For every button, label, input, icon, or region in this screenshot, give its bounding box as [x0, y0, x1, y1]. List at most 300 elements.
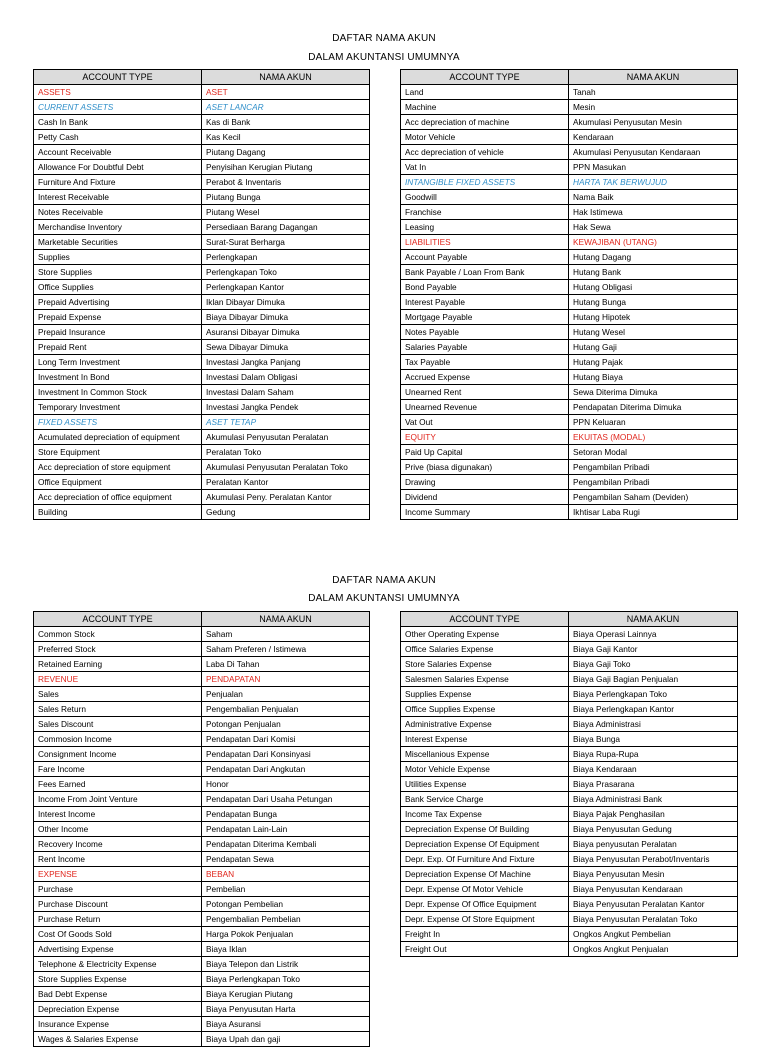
table-row [34, 340, 370, 355]
table-row [34, 505, 370, 520]
table-row [401, 220, 738, 235]
table-row [34, 430, 370, 445]
column-header: ACCOUNT TYPE [34, 612, 202, 627]
account-type-cell: Rent Income [34, 852, 202, 867]
nama-akun-cell: Biaya Penyusutan Peralatan Toko [569, 912, 738, 927]
account-type-cell: Allowance For Doubtful Debt [34, 160, 202, 175]
account-type-cell: Administrative Expense [401, 717, 569, 732]
nama-akun-cell: Iklan Dibayar Dimuka [202, 295, 370, 310]
account-type-cell: REVENUE [34, 672, 202, 687]
table-row [34, 160, 370, 175]
table-row [34, 220, 370, 235]
table-row [401, 822, 738, 837]
account-type-cell: Purchase [34, 882, 202, 897]
nama-akun-cell: Pendapatan Dari Angkutan [202, 762, 370, 777]
table-row [34, 762, 370, 777]
nama-akun-cell: Hutang Obligasi [569, 280, 738, 295]
nama-akun-cell: Pendapatan Diterima Kembali [202, 837, 370, 852]
account-type-cell: FIXED ASSETS [34, 415, 202, 430]
nama-akun-cell: Investasi Dalam Saham [202, 385, 370, 400]
account-type-cell: Investment In Bond [34, 370, 202, 385]
table-row [34, 867, 370, 882]
nama-akun-cell: KEWAJIBAN (UTANG) [569, 235, 738, 250]
nama-akun-cell: Akumulasi Peny. Peralatan Kantor [202, 490, 370, 505]
table-row [34, 355, 370, 370]
table-row [401, 400, 738, 415]
table-row [34, 852, 370, 867]
table-row [401, 505, 738, 520]
table-row [34, 235, 370, 250]
table-row [401, 792, 738, 807]
table-row [34, 987, 370, 1002]
table-row [401, 175, 738, 190]
table-row [401, 882, 738, 897]
nama-akun-cell: Biaya Iklan [202, 942, 370, 957]
nama-akun-cell: Pendapatan Dari Konsinyasi [202, 747, 370, 762]
table-row [34, 837, 370, 852]
account-type-cell: Salesmen Salaries Expense [401, 672, 569, 687]
table-row [34, 415, 370, 430]
account-type-cell: Account Payable [401, 250, 569, 265]
table-row [401, 912, 738, 927]
nama-akun-cell: Hutang Dagang [569, 250, 738, 265]
nama-akun-cell: Penjualan [202, 687, 370, 702]
table-row [34, 687, 370, 702]
nama-akun-cell: Peralatan Kantor [202, 475, 370, 490]
table-row [401, 460, 738, 475]
account-type-cell: LIABILITIES [401, 235, 569, 250]
table-row [34, 1002, 370, 1017]
nama-akun-cell: ASET LANCAR [202, 100, 370, 115]
table-row [34, 205, 370, 220]
nama-akun-cell: Setoran Modal [569, 445, 738, 460]
account-type-cell: Depreciation Expense Of Building [401, 822, 569, 837]
account-type-cell: Tax Payable [401, 355, 569, 370]
table-row [401, 672, 738, 687]
nama-akun-cell: PPN Keluaran [569, 415, 738, 430]
page-title: DAFTAR NAMA AKUN [332, 33, 436, 44]
table-row [401, 852, 738, 867]
nama-akun-cell: Harga Pokok Penjualan [202, 927, 370, 942]
table-row [401, 927, 738, 942]
table-row [401, 415, 738, 430]
table-row [34, 295, 370, 310]
nama-akun-cell: Biaya Kendaraan [569, 762, 738, 777]
nama-akun-cell: Investasi Jangka Pendek [202, 400, 370, 415]
nama-akun-cell: Pengembalian Penjualan [202, 702, 370, 717]
nama-akun-cell: Hutang Gaji [569, 340, 738, 355]
nama-akun-cell: Biaya Penyusutan Peralatan Kantor [569, 897, 738, 912]
nama-akun-cell: Sewa Diterima Dimuka [569, 385, 738, 400]
table-row [401, 642, 738, 657]
table-row [401, 702, 738, 717]
nama-akun-cell: Biaya Penyusutan Gedung [569, 822, 738, 837]
table-row [401, 355, 738, 370]
account-type-cell: Store Salaries Expense [401, 657, 569, 672]
table-row [34, 190, 370, 205]
nama-akun-cell: Pendapatan Diterima Dimuka [569, 400, 738, 415]
account-type-cell: Telephone & Electricity Expense [34, 957, 202, 972]
nama-akun-cell: Piutang Dagang [202, 145, 370, 160]
nama-akun-cell: PPN Masukan [569, 160, 738, 175]
table-row [34, 657, 370, 672]
table-row [34, 777, 370, 792]
account-type-cell: Acc depreciation of office equipment [34, 490, 202, 505]
nama-akun-cell: Hak Sewa [569, 220, 738, 235]
table-row [401, 762, 738, 777]
table-row [401, 475, 738, 490]
account-type-cell: Depreciation Expense Of Equipment [401, 837, 569, 852]
table-row [401, 747, 738, 762]
nama-akun-cell: Honor [202, 777, 370, 792]
nama-akun-cell: Potongan Pembelian [202, 897, 370, 912]
table-row [34, 942, 370, 957]
account-type-cell: Other Operating Expense [401, 627, 569, 642]
nama-akun-cell: Hutang Bunga [569, 295, 738, 310]
table-row [401, 385, 738, 400]
table-row [34, 265, 370, 280]
account-type-cell: Goodwill [401, 190, 569, 205]
account-type-cell: Accrued Expense [401, 370, 569, 385]
nama-akun-cell: Gedung [202, 505, 370, 520]
nama-akun-cell: Saham Preferen / Istimewa [202, 642, 370, 657]
table-row [401, 250, 738, 265]
account-type-cell: Office Salaries Expense [401, 642, 569, 657]
account-type-cell: Store Supplies Expense [34, 972, 202, 987]
column-header: NAMA AKUN [202, 70, 370, 85]
nama-akun-cell: Biaya Rupa-Rupa [569, 747, 738, 762]
table-row [34, 672, 370, 687]
table-row [401, 310, 738, 325]
account-type-cell: Income From Joint Venture [34, 792, 202, 807]
table-row [401, 130, 738, 145]
nama-akun-cell: Kendaraan [569, 130, 738, 145]
account-type-cell: Acc depreciation of store equipment [34, 460, 202, 475]
nama-akun-cell: Biaya Telepon dan Listrik [202, 957, 370, 972]
table-row [401, 732, 738, 747]
page-subtitle: DALAM AKUNTANSI UMUMNYA [308, 593, 460, 604]
table-row [34, 370, 370, 385]
table-row [401, 657, 738, 672]
table-row [401, 340, 738, 355]
account-type-cell: Depr. Expense Of Store Equipment [401, 912, 569, 927]
column-header: ACCOUNT TYPE [401, 70, 569, 85]
account-type-cell: Purchase Return [34, 912, 202, 927]
account-type-cell: Prive (biasa digunakan) [401, 460, 569, 475]
table-row [401, 265, 738, 280]
table-row [34, 972, 370, 987]
account-type-cell: Merchandise Inventory [34, 220, 202, 235]
account-type-cell: Income Summary [401, 505, 569, 520]
nama-akun-cell: PENDAPATAN [202, 672, 370, 687]
table-row [34, 460, 370, 475]
nama-akun-cell: Ongkos Angkut Penjualan [569, 942, 738, 957]
nama-akun-cell: Pendapatan Dari Komisi [202, 732, 370, 747]
account-type-cell: Income Tax Expense [401, 807, 569, 822]
nama-akun-cell: Kas Kecil [202, 130, 370, 145]
nama-akun-cell: Biaya Penyusutan Kendaraan [569, 882, 738, 897]
account-type-cell: Mortgage Payable [401, 310, 569, 325]
account-type-cell: Building [34, 505, 202, 520]
account-type-cell: Sales Return [34, 702, 202, 717]
table-row [34, 927, 370, 942]
nama-akun-cell: Biaya Kerugian Piutang [202, 987, 370, 1002]
table-row [34, 957, 370, 972]
nama-akun-cell: Akumulasi Penyusutan Peralatan [202, 430, 370, 445]
account-type-cell: Advertising Expense [34, 942, 202, 957]
account-type-cell: Commosion Income [34, 732, 202, 747]
account-type-cell: Leasing [401, 220, 569, 235]
account-type-cell: Depreciation Expense [34, 1002, 202, 1017]
nama-akun-cell: Pengembalian Pembelian [202, 912, 370, 927]
table-row [34, 912, 370, 927]
account-type-cell: Account Receivable [34, 145, 202, 160]
account-type-cell: Sales Discount [34, 717, 202, 732]
nama-akun-cell: BEBAN [202, 867, 370, 882]
table-row [34, 325, 370, 340]
account-type-cell: Cost Of Goods Sold [34, 927, 202, 942]
nama-akun-cell: Saham [202, 627, 370, 642]
table-row [34, 1017, 370, 1032]
nama-akun-cell: Peralatan Toko [202, 445, 370, 460]
account-type-cell: Interest Income [34, 807, 202, 822]
account-type-cell: Drawing [401, 475, 569, 490]
table-row [34, 897, 370, 912]
table-row [34, 100, 370, 115]
account-type-cell: Wages & Salaries Expense [34, 1032, 202, 1047]
nama-akun-cell: Perlengkapan [202, 250, 370, 265]
table-row [401, 687, 738, 702]
nama-akun-cell: Mesin [569, 100, 738, 115]
account-type-cell: Interest Receivable [34, 190, 202, 205]
account-type-cell: Prepaid Expense [34, 310, 202, 325]
table-row [34, 822, 370, 837]
nama-akun-cell: Biaya Asuransi [202, 1017, 370, 1032]
column-header: NAMA AKUN [569, 612, 738, 627]
nama-akun-cell: Hutang Wesel [569, 325, 738, 340]
table-row [401, 370, 738, 385]
nama-akun-cell: Biaya Administrasi Bank [569, 792, 738, 807]
account-type-cell: Freight Out [401, 942, 569, 957]
nama-akun-cell: Hutang Biaya [569, 370, 738, 385]
table-row [34, 1032, 370, 1047]
account-type-cell: Prepaid Rent [34, 340, 202, 355]
account-type-cell: Acc depreciation of machine [401, 115, 569, 130]
nama-akun-cell: Biaya Perlengkapan Kantor [569, 702, 738, 717]
nama-akun-cell: Akumulasi Penyusutan Kendaraan [569, 145, 738, 160]
table-row [34, 747, 370, 762]
nama-akun-cell: Investasi Dalam Obligasi [202, 370, 370, 385]
table-row [401, 897, 738, 912]
account-type-cell: Insurance Expense [34, 1017, 202, 1032]
table-row [34, 115, 370, 130]
nama-akun-cell: Sewa Dibayar Dimuka [202, 340, 370, 355]
nama-akun-cell: Ikhtisar Laba Rugi [569, 505, 738, 520]
account-type-cell: Unearned Rent [401, 385, 569, 400]
nama-akun-cell: Piutang Wesel [202, 205, 370, 220]
account-type-cell: Purchase Discount [34, 897, 202, 912]
account-type-cell: Bank Payable / Loan From Bank [401, 265, 569, 280]
nama-akun-cell: Hutang Hipotek [569, 310, 738, 325]
account-type-cell: Office Supplies [34, 280, 202, 295]
account-type-cell: Land [401, 85, 569, 100]
account-type-cell: Miscellanious Expense [401, 747, 569, 762]
table-row [401, 837, 738, 852]
table-row [34, 175, 370, 190]
account-type-cell: Investment In Common Stock [34, 385, 202, 400]
account-table [400, 611, 738, 957]
table-row [401, 777, 738, 792]
table-row [401, 430, 738, 445]
account-type-cell: Unearned Revenue [401, 400, 569, 415]
column-header: ACCOUNT TYPE [34, 70, 202, 85]
account-type-cell: INTANGIBLE FIXED ASSETS [401, 175, 569, 190]
account-type-cell: Motor Vehicle [401, 130, 569, 145]
table-row [34, 130, 370, 145]
account-type-cell: Vat In [401, 160, 569, 175]
table-row [401, 160, 738, 175]
nama-akun-cell: Hak Istimewa [569, 205, 738, 220]
table-row [34, 475, 370, 490]
table-row [34, 642, 370, 657]
account-type-cell: Consignment Income [34, 747, 202, 762]
nama-akun-cell: Biaya Perlengkapan Toko [202, 972, 370, 987]
nama-akun-cell: Biaya Penyusutan Harta [202, 1002, 370, 1017]
nama-akun-cell: Asuransi Dibayar Dimuka [202, 325, 370, 340]
nama-akun-cell: Nama Baik [569, 190, 738, 205]
nama-akun-cell: Pendapatan Lain-Lain [202, 822, 370, 837]
table-row [401, 445, 738, 460]
account-type-cell: Depr. Expense Of Office Equipment [401, 897, 569, 912]
account-type-cell: Fare Income [34, 762, 202, 777]
account-type-cell: Machine [401, 100, 569, 115]
account-type-cell: Notes Payable [401, 325, 569, 340]
account-type-cell: Petty Cash [34, 130, 202, 145]
account-type-cell: Preferred Stock [34, 642, 202, 657]
nama-akun-cell: Biaya Upah dan gaji [202, 1032, 370, 1047]
table-row [34, 145, 370, 160]
nama-akun-cell: Biaya Gaji Toko [569, 657, 738, 672]
account-type-cell: Freight In [401, 927, 569, 942]
table-row [401, 807, 738, 822]
account-type-cell: Prepaid Insurance [34, 325, 202, 340]
nama-akun-cell: Pengambilan Saham (Deviden) [569, 490, 738, 505]
table-row [401, 100, 738, 115]
nama-akun-cell: Surat-Surat Berharga [202, 235, 370, 250]
account-table [33, 611, 370, 1047]
account-type-cell: ASSETS [34, 85, 202, 100]
table-row [401, 85, 738, 100]
account-type-cell: Recovery Income [34, 837, 202, 852]
account-type-cell: Dividend [401, 490, 569, 505]
nama-akun-cell: Pendapatan Sewa [202, 852, 370, 867]
nama-akun-cell: Perlengkapan Kantor [202, 280, 370, 295]
account-type-cell: Retained Earning [34, 657, 202, 672]
account-type-cell: Vat Out [401, 415, 569, 430]
table-row [401, 235, 738, 250]
nama-akun-cell: HARTA TAK BERWUJUD [569, 175, 738, 190]
account-type-cell: Salaries Payable [401, 340, 569, 355]
account-type-cell: Paid Up Capital [401, 445, 569, 460]
nama-akun-cell: Biaya Pajak Penghasilan [569, 807, 738, 822]
table-row [34, 490, 370, 505]
nama-akun-cell: Perabot & Inventaris [202, 175, 370, 190]
nama-akun-cell: Akumulasi Penyusutan Peralatan Toko [202, 460, 370, 475]
nama-akun-cell: Perlengkapan Toko [202, 265, 370, 280]
account-type-cell: Interest Expense [401, 732, 569, 747]
account-type-cell: Utilities Expense [401, 777, 569, 792]
account-type-cell: Long Term Investment [34, 355, 202, 370]
nama-akun-cell: Tanah [569, 85, 738, 100]
nama-akun-cell: Biaya Prasarana [569, 777, 738, 792]
account-type-cell: Temporary Investment [34, 400, 202, 415]
table-row [34, 882, 370, 897]
account-type-cell: Other Income [34, 822, 202, 837]
nama-akun-cell: Pembelian [202, 882, 370, 897]
account-type-cell: Office Supplies Expense [401, 702, 569, 717]
account-type-cell: Supplies Expense [401, 687, 569, 702]
nama-akun-cell: Hutang Bank [569, 265, 738, 280]
nama-akun-cell: Piutang Bunga [202, 190, 370, 205]
nama-akun-cell: Biaya Gaji Kantor [569, 642, 738, 657]
table-row [401, 325, 738, 340]
nama-akun-cell: Pengambilan Pribadi [569, 475, 738, 490]
table-row [401, 280, 738, 295]
table-row [34, 250, 370, 265]
table-row [34, 445, 370, 460]
account-type-cell: Store Supplies [34, 265, 202, 280]
nama-akun-cell: Akumulasi Penyusutan Mesin [569, 115, 738, 130]
account-type-cell: Depreciation Expense Of Machine [401, 867, 569, 882]
account-type-cell: Fees Earned [34, 777, 202, 792]
account-type-cell: Marketable Securities [34, 235, 202, 250]
table-row [401, 295, 738, 310]
account-type-cell: Supplies [34, 250, 202, 265]
account-type-cell: Acumulated depreciation of equipment [34, 430, 202, 445]
account-type-cell: Depr. Expense Of Motor Vehicle [401, 882, 569, 897]
account-type-cell: Office Equipment [34, 475, 202, 490]
table-row [401, 190, 738, 205]
table-row [401, 627, 738, 642]
nama-akun-cell: Biaya Administrasi [569, 717, 738, 732]
table-row [34, 280, 370, 295]
column-header: ACCOUNT TYPE [401, 612, 569, 627]
table-row [34, 627, 370, 642]
table-row [401, 717, 738, 732]
account-type-cell: EXPENSE [34, 867, 202, 882]
nama-akun-cell: Ongkos Angkut Pembelian [569, 927, 738, 942]
account-type-cell: EQUITY [401, 430, 569, 445]
nama-akun-cell: Penyisihan Kerugian Piutang [202, 160, 370, 175]
table-row [34, 717, 370, 732]
account-type-cell: Cash In Bank [34, 115, 202, 130]
nama-akun-cell: Pengambilan Pribadi [569, 460, 738, 475]
account-type-cell: CURRENT ASSETS [34, 100, 202, 115]
page-title: DAFTAR NAMA AKUN [332, 575, 436, 586]
table-row [401, 490, 738, 505]
account-type-cell: Interest Payable [401, 295, 569, 310]
page-subtitle: DALAM AKUNTANSI UMUMNYA [308, 52, 460, 63]
account-type-cell: Bond Payable [401, 280, 569, 295]
table-row [401, 942, 738, 957]
nama-akun-cell: Biaya Penyusutan Perabot/Inventaris [569, 852, 738, 867]
table-row [34, 792, 370, 807]
account-type-cell: Bad Debt Expense [34, 987, 202, 1002]
nama-akun-cell: Persediaan Barang Dagangan [202, 220, 370, 235]
nama-akun-cell: Hutang Pajak [569, 355, 738, 370]
nama-akun-cell: Biaya Gaji Bagian Penjualan [569, 672, 738, 687]
account-table [400, 69, 738, 520]
